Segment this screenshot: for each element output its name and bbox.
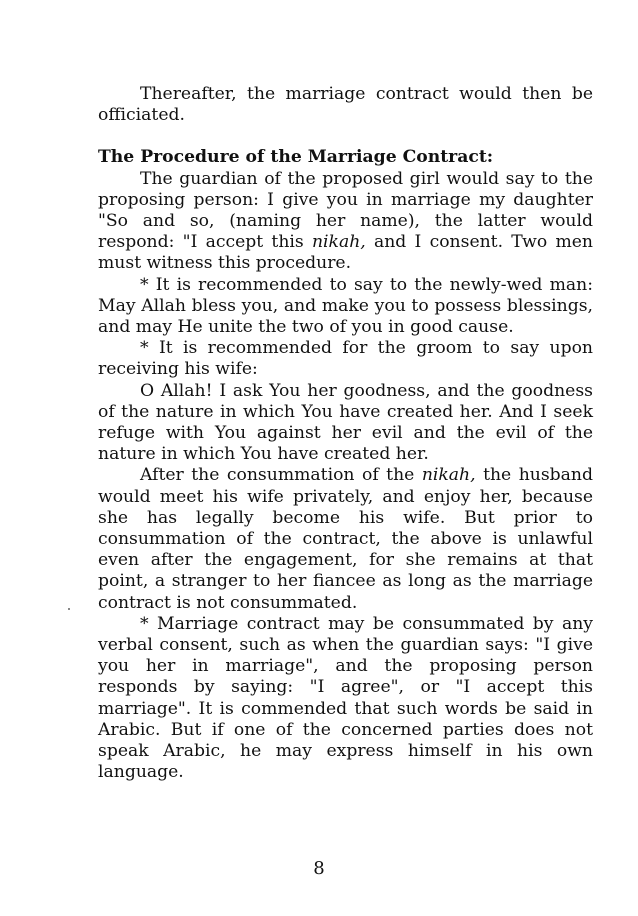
guardian-text-end: and I consent. Two men must witness this procedure.: [98, 232, 593, 274]
groom-paragraph: * It is recommended for the groom to say upon receiving his wife:: [98, 338, 593, 380]
blessing-paragraph: * It is recommended to say to the newly-wed man: May Allah bless you, and make you to possess blessings, and may He unite the two of you in good cause.: [98, 274, 593, 338]
page-number: 8: [313, 858, 325, 879]
nikah-term: nikah,: [421, 465, 476, 486]
section-heading: The Procedure of the Marriage Contract:: [98, 147, 494, 168]
intro-paragraph: Thereafter, the marriage contract would then be officiated.: [98, 84, 593, 126]
scan-speck: [68, 608, 70, 610]
verbal-consent-paragraph: * Marriage contract may be consummated by any verbal consent, such as when the guardian says: "I give you her in marriage", and the proposing person responds by saying: "I agree", or "I accept this marriage". It is commended that such words be said in Arabic. But if one of the concerned parties does not speak Arabic, he may express himself in his own language.: [98, 613, 593, 783]
guardian-text-start: The guardian of the proposed girl would say to the proposing person: I give you in marriage my daughter "So and so, (naming her name), the latter would respond: "I accept this: [98, 168, 593, 253]
consummation-text-end: the husband would meet his wife privately, and enjoy her, because she has legally become his wife. But prior to consummation of the contract, the above is unlawful even after the engagement, for she remains at that point, a stranger to her fiancee as long as the marriage contract is not consummated.: [98, 465, 594, 613]
consummation-paragraph: [98, 465, 593, 613]
consummation-text-start: After the consummation of the: [140, 465, 422, 486]
supplication-paragraph: O Allah! I ask You her goodness, and the goodness of the nature in which You have created her. And I seek refuge with You against her evil and the evil of the nature in which You have created her.: [98, 380, 593, 465]
guardian-paragraph: [98, 169, 593, 275]
body-text: [98, 84, 593, 784]
nikah-term: nikah,: [311, 232, 366, 253]
